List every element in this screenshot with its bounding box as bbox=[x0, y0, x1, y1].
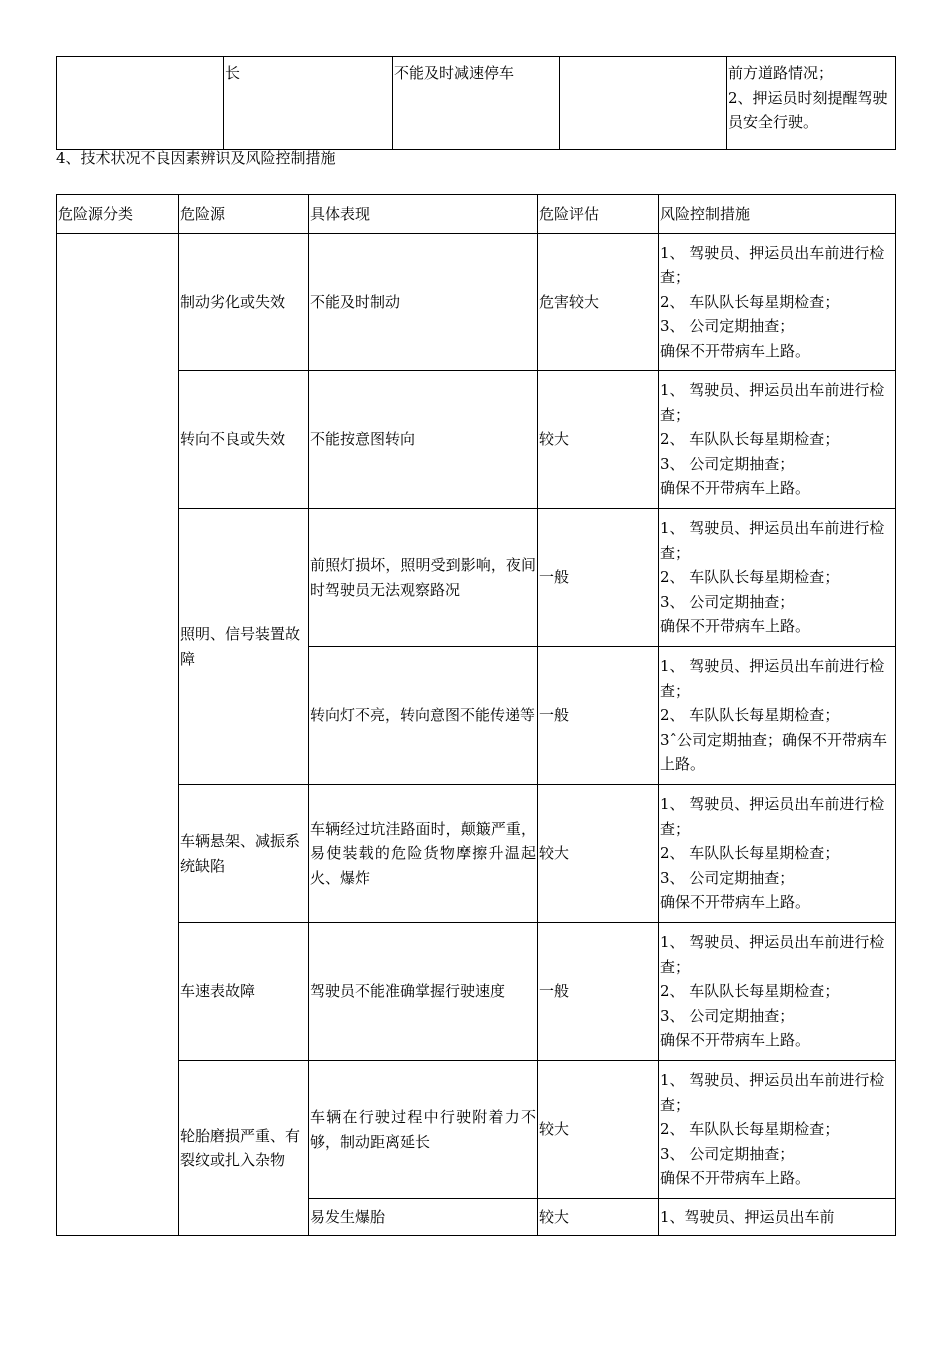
measures-cell: 1、 驾驶员、押运员出车前进行检查； 2、 车队队长每星期检查； 3、 公司定期抽查； 确保不开带病车上路。 bbox=[659, 371, 896, 509]
assessment-cell: 一般 bbox=[538, 509, 659, 647]
hazard-cell: 制动劣化或失效 bbox=[179, 234, 309, 371]
cell-category bbox=[57, 57, 224, 150]
manifestation-cell: 车辆在行驶过程中行驶附着力不够，制动距离延长 bbox=[309, 1061, 538, 1199]
table-row bbox=[57, 1061, 896, 1199]
assessment-cell: 较大 bbox=[538, 371, 659, 509]
table-row bbox=[57, 234, 896, 371]
section-title: 4、技术状况不良因素辨识及风险控制措施 bbox=[56, 149, 336, 167]
cell-hazard: 长 bbox=[224, 57, 393, 150]
assessment-cell: 危害较大 bbox=[538, 234, 659, 371]
measures-cell: 1、 驾驶员、押运员出车前进行检查； 2、 车队队长每星期检查； 3、 公司定期抽查； 确保不开带病车上路。 bbox=[659, 234, 896, 371]
cell-manifestation: 不能及时减速停车 bbox=[393, 57, 560, 150]
manifestation-cell: 不能按意图转向 bbox=[309, 371, 538, 509]
table-row bbox=[57, 509, 896, 647]
hazard-cell: 照明、信号装置故障 bbox=[179, 509, 309, 785]
assessment-cell: 较大 bbox=[538, 1061, 659, 1199]
hazard-cell: 转向不良或失效 bbox=[179, 371, 309, 509]
header-manifestation: 具体表现 bbox=[309, 195, 538, 234]
manifestation-cell: 转向灯不亮，转向意图不能传递等 bbox=[309, 647, 538, 785]
category-cell bbox=[57, 234, 179, 1236]
measures-cell: 1、 驾驶员、押运员出车前进行检查； 2、 车队队长每星期检查； 3、 公司定期抽查； 确保不开带病车上路。 bbox=[659, 923, 896, 1061]
header-assessment: 危险评估 bbox=[538, 195, 659, 234]
cell-measures: 前方道路情况； 2、押运员时刻提醒驾驶员安全行驶。 bbox=[727, 57, 896, 150]
measures-cell: 1、 驾驶员、押运员出车前进行检查； 2、 车队队长每星期检查； 3、 公司定期抽查； 确保不开带病车上路。 bbox=[659, 509, 896, 647]
cell-assessment bbox=[560, 57, 727, 150]
table-row bbox=[57, 923, 896, 1061]
hazard-cell: 车辆悬架、减振系统缺陷 bbox=[179, 785, 309, 923]
table-row bbox=[57, 371, 896, 509]
header-measures: 风险控制措施 bbox=[659, 195, 896, 234]
table-row bbox=[57, 57, 896, 150]
manifestation-cell: 前照灯损坏，照明受到影响，夜间时驾驶员无法观察路况 bbox=[309, 509, 538, 647]
assessment-cell: 较大 bbox=[538, 1199, 659, 1236]
manifestation-cell: 车辆经过坑洼路面时，颠簸严重，易使装载的危险货物摩擦升温起火、爆炸 bbox=[309, 785, 538, 923]
measures-cell: 1、 驾驶员、押运员出车前进行检查； 2、 车队队长每星期检查； 3、 公司定期抽查； 确保不开带病车上路。 bbox=[659, 785, 896, 923]
header-hazard: 危险源 bbox=[179, 195, 309, 234]
table-row bbox=[57, 785, 896, 923]
manifestation-cell: 不能及时制动 bbox=[309, 234, 538, 371]
header-category: 危险源分类 bbox=[57, 195, 179, 234]
measures-cell: 1、驾驶员、押运员出车前 bbox=[659, 1199, 896, 1236]
assessment-cell: 较大 bbox=[538, 785, 659, 923]
hazard-cell: 轮胎磨损严重、有裂纹或扎入杂物 bbox=[179, 1061, 309, 1236]
measures-cell: 1、 驾驶员、押运员出车前进行检查； 2、 车队队长每星期检查； 3、 公司定期抽查； 确保不开带病车上路。 bbox=[659, 1061, 896, 1199]
assessment-cell: 一般 bbox=[538, 923, 659, 1061]
assessment-cell: 一般 bbox=[538, 647, 659, 785]
measures-cell: 1、 驾驶员、押运员出车前进行检查； 2、 车队队长每星期检查； 3ˆ公司定期抽查；确保不开带病车上路。 bbox=[659, 647, 896, 785]
hazard-cell: 车速表故障 bbox=[179, 923, 309, 1061]
continued-table bbox=[56, 56, 896, 150]
manifestation-cell: 易发生爆胎 bbox=[309, 1199, 538, 1236]
header-row bbox=[57, 195, 896, 234]
manifestation-cell: 驾驶员不能准确掌握行驶速度 bbox=[309, 923, 538, 1061]
risk-table bbox=[56, 194, 896, 1236]
